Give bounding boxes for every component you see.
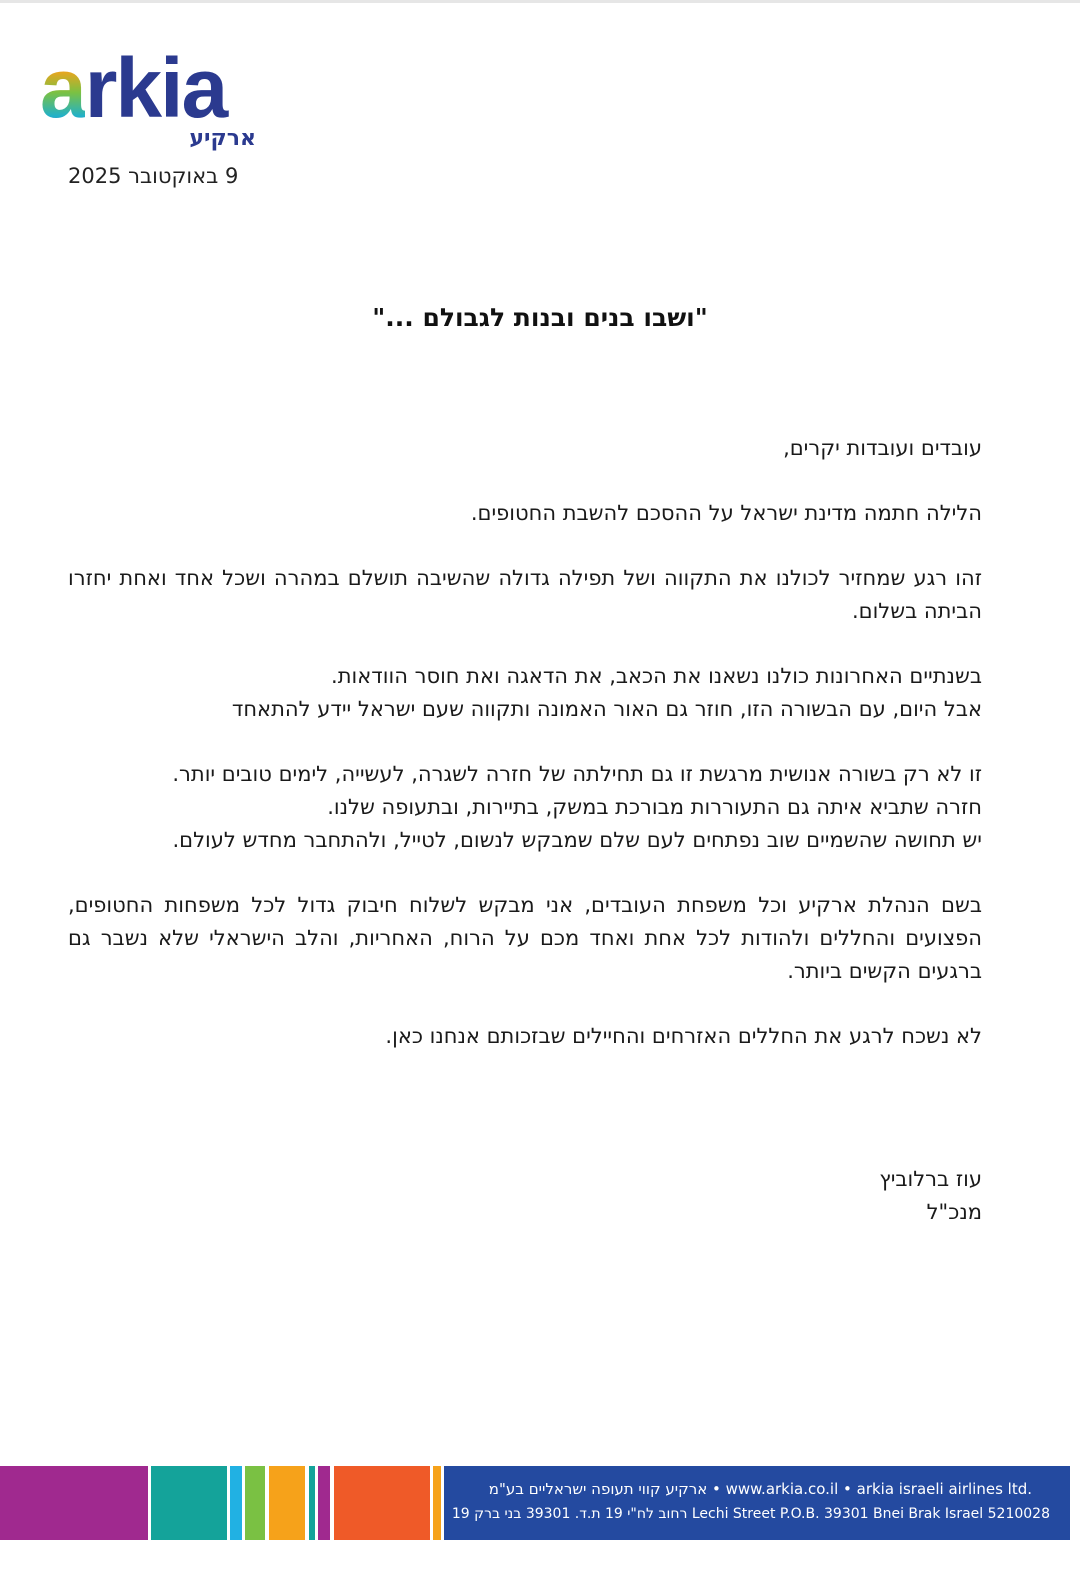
- paragraph-1: הלילה חתמה מדינת ישראל על ההסכם להשבת החטופים.: [470, 501, 982, 525]
- footer-address-panel: [444, 1466, 1070, 1540]
- logo-wordmark-a: a: [40, 41, 85, 135]
- letter-title: "ושבו בנים ובנות לגבולם ...": [372, 303, 708, 332]
- paragraph-6: לא נשכח לרגע את החללים האזרחים והחיילים שבזכותם אנחנו כאן.: [385, 1024, 982, 1048]
- letter-date: 9 באוקטובר 2025: [68, 164, 239, 188]
- paragraph-5: בשם הנהלת ארקיע וכל משפחת העובדים, אני מבקש לשלוח חיבוק גדול לכל משפחות החטופים, הפצועים והחללים ולהודות לכל אחת ואחד מכם על הרוח, האחריות, והלב הישראלי שלא נשבר גם ברגעים הקשים ביותר.: [68, 893, 982, 983]
- footer-stripe-purple: [0, 1466, 148, 1540]
- paragraph-4: [68, 758, 982, 857]
- footer-stripe-teal: [151, 1466, 227, 1540]
- footer-company-line: ארקיע קווי תעופה ישראליים בע"מ • www.arkia.co.il • arkia israeli airlines ltd.: [488, 1480, 1032, 1498]
- greeting: עובדים ועובדות יקרים,: [783, 436, 982, 460]
- footer-stripe-orange-thin: [433, 1466, 441, 1540]
- paragraph-3-line-1: בשנתיים האחרונות כולנו נשאנו את הכאב, את הדאגה ואת חוסר הוודאות.: [331, 664, 982, 688]
- paragraph-3-line-2: אבל היום, עם הבשורה הזו, חוזר גם האור האמונה ותקווה שעם ישראל יידע להתאחד: [231, 697, 982, 721]
- signature-block: [68, 1163, 982, 1229]
- footer-stripe-orange: [269, 1466, 305, 1540]
- letter-body: [68, 432, 982, 1085]
- footer-bar: [0, 1466, 1080, 1540]
- footer-address-line: רחוב לח"י 19 ת.ד. 39301 בני ברק 19 Lechi Street P.O.B. 39301 Bnei Brak Israel 5210028: [451, 1506, 1050, 1522]
- paragraph-4-line-1: זו לא רק בשורה אנושית מרגשת זו גם תחילתה של חזרה לשגרה, לעשייה, לימים טובים יותר.: [172, 762, 982, 786]
- logo-hebrew-text: ארקיע: [189, 126, 256, 151]
- paragraph-4-line-3: יש תחושה שהשמיים שוב נפתחים לעם שלם שמבקש לנשום, לטייל, ולהתחבר מחדש לעולם.: [172, 828, 982, 852]
- paragraph-2: זהו רגע שמחזיר לכולנו את התקווה ושל תפילה גדולה שהשיבה תושלם במהרה ושכל אחד ואחת יחזרו הביתה בשלום.: [68, 566, 982, 623]
- signature-role: מנכ"ל: [926, 1200, 982, 1224]
- page-top-border: [0, 0, 1080, 3]
- arkia-logo: [40, 41, 260, 156]
- footer-stripe-cyan: [230, 1466, 242, 1540]
- paragraph-4-line-2: חזרה שתביא איתה גם התעוררות מבורכת במשק, בתיירות, ובתעופה שלנו.: [327, 795, 982, 819]
- signature-name: עוז ברלוביץ: [879, 1167, 982, 1191]
- footer-stripe-red: [334, 1466, 430, 1540]
- footer-stripe-teal-thin: [309, 1466, 315, 1540]
- logo-wordmark-rest: rkia: [84, 41, 227, 135]
- logo-wordmark: [40, 41, 227, 135]
- paragraph-3: [68, 660, 982, 726]
- footer-stripe-green: [245, 1466, 265, 1540]
- footer-stripe-purple-thin: [318, 1466, 330, 1540]
